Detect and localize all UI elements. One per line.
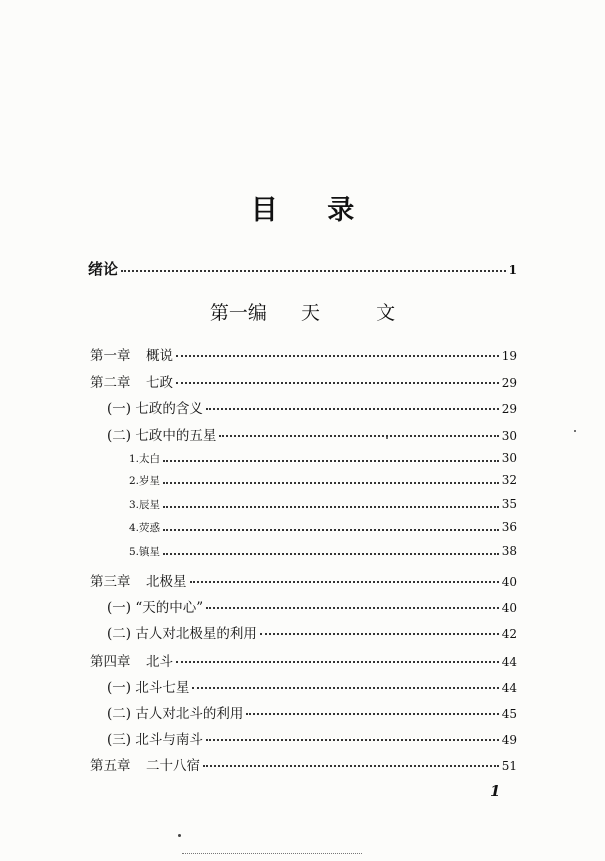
part-name-1: 天 [300, 302, 320, 324]
page-number: 1 [490, 782, 501, 800]
dot-leader [219, 435, 498, 437]
chapter-title: 概说 [146, 348, 173, 364]
toc-entry-subsection[interactable]: 4.荧惑 36 [129, 520, 517, 534]
chapter-title: 北斗 [146, 654, 173, 670]
toc-entry-section[interactable]: (一) “天的中心” 40 [107, 600, 517, 616]
dot-leader [163, 529, 499, 531]
dot-leader [190, 581, 499, 583]
dot-leader [246, 713, 498, 715]
chapter-number: 第三章 [90, 574, 131, 590]
toc-entry-section[interactable]: (一) 北斗七星 44 [107, 680, 517, 696]
dot-leader [206, 408, 499, 410]
toc-entry-chapter-5[interactable]: 第五章 二十八宿 51 [90, 754, 517, 774]
dot-leader [260, 633, 499, 635]
toc-entry-chapter-3[interactable]: 第三章 北极星 40 [90, 570, 517, 590]
chapter-title: 北极星 [146, 574, 187, 590]
scan-speck [386, 437, 388, 439]
page-title: 目 录 [250, 195, 375, 226]
toc-entry-chapter-1[interactable]: 第一章 概说 19 [90, 344, 517, 364]
scan-speck [574, 430, 576, 432]
toc-entry-section[interactable]: (一) 七政的含义 29 [107, 401, 517, 417]
part-name-2: 文 [376, 302, 396, 324]
dot-leader [176, 382, 499, 384]
toc-entry-section[interactable]: (二) 古人对北极星的利用 42 [107, 626, 517, 642]
dot-leader [203, 765, 499, 767]
toc-entry-subsection[interactable]: 1.太白 30 [129, 451, 517, 465]
toc-entry-section[interactable]: (三) 北斗与南斗 49 [107, 732, 517, 748]
scan-artifact-line [182, 853, 362, 854]
dot-leader [206, 739, 499, 741]
chapter-number: 第一章 [90, 348, 131, 364]
dot-leader [163, 553, 499, 555]
dot-leader [206, 607, 499, 609]
dot-leader [176, 355, 499, 357]
toc-entry-subsection[interactable]: 5.镇星 38 [129, 544, 517, 558]
toc-entry-chapter-4[interactable]: 第四章 北斗 44 [90, 650, 517, 670]
chapter-number: 第五章 [90, 758, 131, 774]
dot-leader [192, 687, 498, 689]
dot-leader [163, 506, 499, 508]
chapter-title: 七政 [146, 375, 173, 391]
toc-entry-introduction[interactable]: 绪论 1 [88, 260, 517, 278]
chapter-number: 第四章 [90, 654, 131, 670]
dot-leader [176, 661, 499, 663]
toc-entry-section[interactable]: (二) 古人对北斗的利用 45 [107, 706, 517, 722]
dot-leader [121, 270, 506, 272]
dot-leader [163, 460, 499, 462]
toc-entry-section[interactable]: (二) 七政中的五星 30 [107, 428, 517, 444]
chapter-number: 第二章 [90, 375, 131, 391]
chapter-title: 二十八宿 [146, 758, 200, 774]
toc-entry-subsection[interactable]: 2.岁星 32 [129, 473, 517, 487]
toc-entry-chapter-2[interactable]: 第二章 七政 29 [90, 371, 517, 391]
toc-entry-subsection[interactable]: 3.辰星 35 [129, 497, 517, 511]
dot-leader [163, 482, 499, 484]
part-number: 第一编 [209, 302, 267, 324]
scan-speck [178, 834, 181, 837]
